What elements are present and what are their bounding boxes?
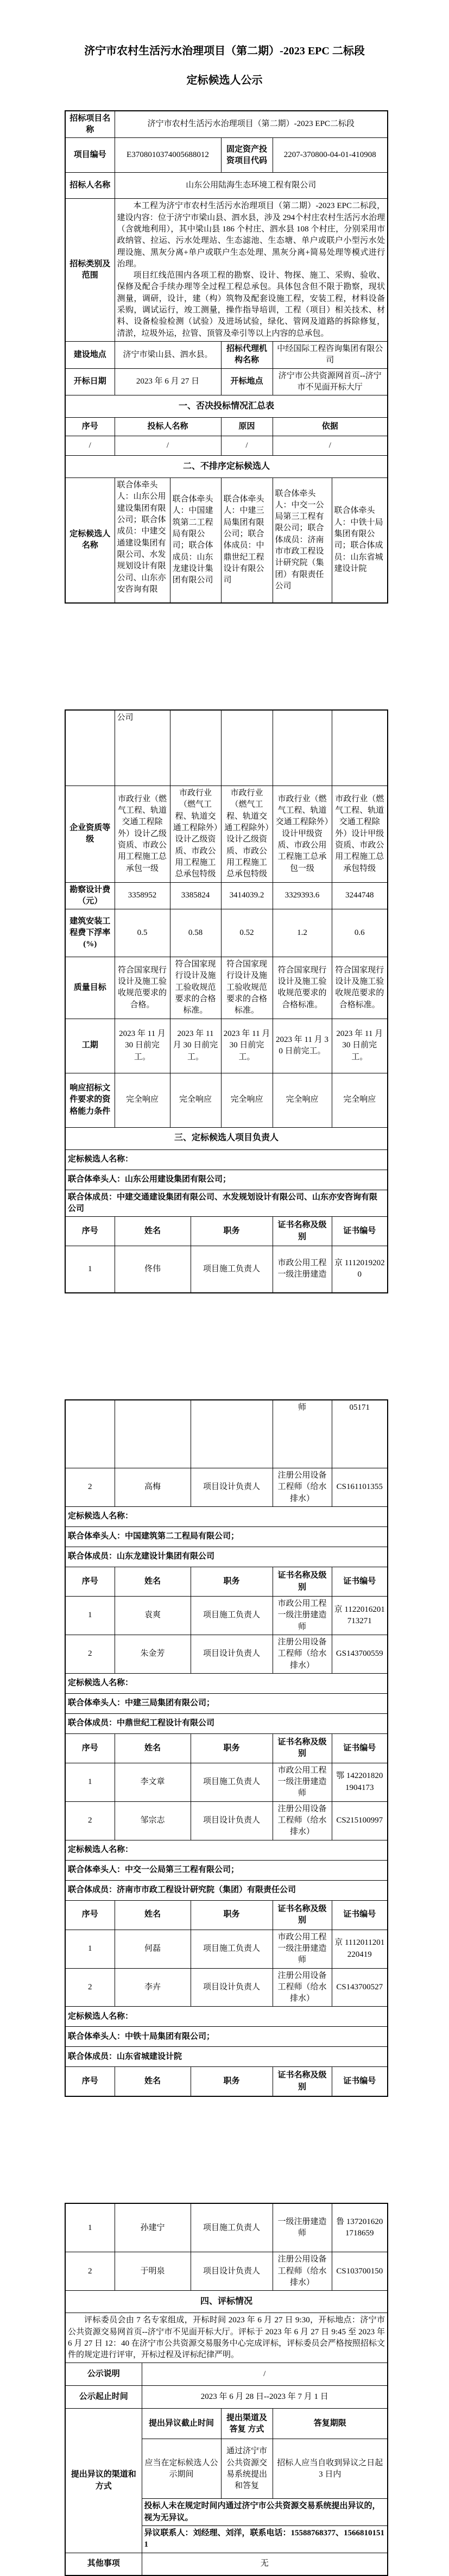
value-notice-period: 2023 年 6 月 28 日--2023 年 7 月 1 日 [142, 2386, 388, 2409]
person-name: 何磊 [115, 1930, 191, 1968]
col-bidder-name: 投标人名称 [115, 418, 221, 436]
discount-rate-3: 0.52 [221, 909, 273, 957]
col-cert-no: 证书编号 [332, 1733, 388, 1763]
person-cert-no: 京 1112011201220419 [332, 1930, 388, 1968]
person-cert-no-cont: 05171 [332, 1400, 388, 1468]
col-name: 姓名 [115, 1900, 191, 1930]
objection-deadline-header: 提出异议截止时间 [142, 2409, 221, 2439]
group1-name-row [65, 1149, 388, 1170]
col-cert: 证书名称及级别 [273, 1217, 332, 1246]
discount-rate-1: 0.5 [115, 909, 170, 957]
info-table-page1 [65, 110, 388, 604]
person-cert: 注册公用设备工程师（给水排水） [273, 2252, 332, 2291]
duration-2: 2023 年 11 月 30 日前完工。 [170, 1019, 221, 1073]
section4-title: 四、评标情况 [65, 2291, 388, 2313]
quality-target-2: 符合国家现行设计及施工验收规范要求的合格标准。 [170, 957, 221, 1019]
tender-scope-paragraph-2: 项目红线范围内各项工程的勘察、设计、物探、施工、采购、验收、保修及配合手续办理等全过程工程总承包。具体包含但不限于勘察，现状测量，调研，设计，建（构）筑物及配套设施工程，安装工程，材料设备采购，调试运行，竣工测量，操作指导培训，工程（项目）相关技术、材料、设备检验检测（试验）及进场试验，绿化、管网及道路的拆除修复，清淤，垃圾外运，拉管、顶管及牵引等以上内容的总承包。 [117, 271, 385, 338]
group5-name-row [65, 2007, 388, 2027]
design-fee-2: 3385824 [170, 882, 221, 909]
evaluation-paragraph-cell [65, 2313, 388, 2363]
group2-members: 联合体成员：山东龙建设计集团有限公司 [65, 1547, 388, 1567]
qualification-2: 市政行业（燃气工程、轨道交通工程除外）设计乙级资质、市政公用工程施工总承包特级 [170, 786, 221, 882]
person-cert-no: 京 11120192020 [332, 1246, 388, 1293]
cell-bidder-name: / [115, 436, 221, 456]
section1-title-row [65, 395, 388, 418]
rejection-table-header [65, 418, 388, 436]
person-name: 李文章 [115, 1763, 191, 1801]
quality-target-4: 符合国家现行设计及施工验收规范要求的合格标准。 [273, 957, 332, 1019]
value-construction-site: 济宁市梁山县、泗水县。 [115, 341, 221, 368]
col-reason: 原因 [221, 418, 273, 436]
person-role: 项目施工负责人 [191, 2203, 273, 2252]
person-role: 项目施工负责人 [191, 1763, 273, 1801]
person-role: 项目施工负责人 [191, 1597, 273, 1635]
group2-person1-row [65, 1597, 388, 1635]
person-cert: 注册公用设备工程师（给水排水） [273, 1468, 332, 1507]
group1-person1-row [65, 1246, 388, 1293]
person-seq: 1 [65, 1246, 115, 1293]
duration-3: 2023 年 11 月 30 日前完工。 [221, 1019, 273, 1073]
person-seq: 2 [65, 2252, 115, 2291]
group2-members-row [65, 1547, 388, 1567]
group1-members-row [65, 1190, 388, 1217]
person-role: 项目设计负责人 [191, 1468, 273, 1507]
label-tender-scope: 招标类别及范围 [65, 199, 115, 342]
group3-leader-row [65, 1693, 388, 1713]
candidate-4: 联合体牵头人：中交一公局第三工程有限公司；联合体成员：济南市市政工程设计研究院（集团）有限责任公司 [273, 478, 332, 603]
group2-personnel-header [65, 1567, 388, 1597]
person-seq: 1 [65, 2203, 115, 2252]
col-role: 职务 [191, 1900, 273, 1930]
group2-leader: 联合体牵头人：中国建筑第二工程局有限公司； [65, 1527, 388, 1547]
label-tender-project-name: 招标项目名称 [65, 111, 115, 138]
person-seq: 1 [65, 1930, 115, 1968]
group2-name-row [65, 1507, 388, 1527]
group3-members: 联合体成员：中鼎世纪工程设计有限公司 [65, 1713, 388, 1733]
cell-reason: / [221, 436, 273, 456]
group2-name-label: 定标候选人名称： [65, 1507, 388, 1527]
person-seq: 2 [65, 1468, 115, 1507]
col-role: 职务 [191, 1217, 273, 1246]
row-bid-opening [65, 368, 388, 395]
duration-5: 2023 年 11 月 30 日前完工。 [332, 1019, 388, 1073]
person-name: 于明泉 [115, 2252, 191, 2291]
notice-period-row [65, 2386, 388, 2409]
label-duration: 工期 [65, 1019, 115, 1073]
group4-personnel-header [65, 1900, 388, 1930]
quality-target-3: 符合国家现行设计及施工验收规范要求的合格标准。 [221, 957, 273, 1019]
person-role: 项目施工负责人 [191, 1930, 273, 1968]
objection-header-row [65, 2409, 388, 2439]
group4-person2-row [65, 1968, 388, 2007]
person-cert: 市政公用工程一级注册建造师 [273, 1597, 332, 1635]
label-bid-opening-place: 开标地点 [221, 368, 273, 395]
group3-person2-row [65, 1801, 388, 1840]
person-cert: 注册公用设备工程师（给水排水） [273, 1801, 332, 1840]
design-fee-3: 3414039.2 [221, 882, 273, 909]
label-discount-rate: 建筑安装工程费下浮率(%) [65, 909, 115, 957]
person-role: 项目施工负责人 [191, 1246, 273, 1293]
group3-members-row [65, 1713, 388, 1733]
person-cert: 市政公用工程一级注册建造师 [273, 1763, 332, 1801]
person-seq: 1 [65, 1763, 115, 1801]
candidate-3-continued [221, 710, 273, 786]
col-cert-no: 证书编号 [332, 1900, 388, 1930]
design-fee-4: 3329393.6 [273, 882, 332, 909]
group3-name-row [65, 1673, 388, 1693]
objection-reply-header: 答复期限 [273, 2409, 388, 2439]
col-cert: 证书名称及级别 [273, 1900, 332, 1930]
row-project-number [65, 138, 388, 173]
group2-leader-row [65, 1527, 388, 1547]
design-fee-row [65, 882, 388, 909]
candidate-5-continued [332, 710, 388, 786]
col-cert: 证书名称及级别 [273, 1733, 332, 1763]
qualification-5: 市政行业（燃气工程、轨道交通工程除外）设计甲级资质、市政公用工程施工总承包特级 [332, 786, 388, 882]
label-other-matters: 其他事项 [65, 2553, 142, 2575]
duration-1: 2023 年 11 月 30 日前完工。 [115, 1019, 170, 1073]
label-quality-target: 质量目标 [65, 957, 115, 1019]
group5-leader: 联合体牵头人：中铁十局集团有限公司； [65, 2027, 388, 2047]
person-role-cont [191, 1400, 273, 1468]
document-title-line1: 济宁市农村生活污水治理项目（第二期）-2023 EPC 二标段 [84, 45, 365, 57]
value-tender-scope [115, 199, 388, 342]
col-cert-no: 证书编号 [332, 1217, 388, 1246]
label-bid-opening-date: 开标日期 [65, 368, 115, 395]
person-seq-cont [65, 1400, 115, 1468]
person-role: 项目设计负责人 [191, 2252, 273, 2291]
col-name: 姓名 [115, 1217, 191, 1246]
response-5: 完全响应 [332, 1073, 388, 1127]
person-seq: 1 [65, 1597, 115, 1635]
group2-person2-row [65, 1635, 388, 1673]
candidate-5: 联合体牵头人：中铁十局集团有限公司；联合体成员：山东省城建设计院 [332, 478, 388, 603]
candidate-4-continued [273, 710, 332, 786]
candidate-names-continuation-row [65, 710, 388, 786]
person-cert-cont: 师 [273, 1400, 332, 1468]
person-cert: 市政公用工程一级注册建造 [273, 1246, 332, 1293]
group5-person2-row [65, 2252, 388, 2291]
person-name: 李卉 [115, 1968, 191, 2007]
tender-scope-paragraph-1: 本工程为济宁市农村生活污水治理项目（第二期）-2023 EPC二标段，建设内容：位于济宁市梁山县、泗水县，涉及 294个村庄农村生活污水治理（含就地利用），其中梁山县 186 个村庄、泗水县 108 个村庄，分别采用市政纳管、拉运、污水处理站、生态滤池、生态塘、单户或联户小型污水处理设施、黑灰分离+单户或联户生态处理、黑灰分离+简易处理等模式进行治理。 [117, 202, 385, 268]
label-candidate-name: 定标候选人名称 [65, 478, 115, 603]
section3-title-row [65, 1127, 388, 1149]
col-cert-no: 证书编号 [332, 2067, 388, 2096]
response-4: 完全响应 [273, 1073, 332, 1127]
response-1: 完全响应 [115, 1073, 170, 1127]
value-bid-opening-date: 2023 年 6 月 27 日 [115, 368, 221, 395]
objection-note-2: 异议联系人：刘经理、刘洋，联系电话：15588768377、15668101511 [142, 2526, 388, 2553]
candidate-2: 联合体牵头人：中国建筑第二工程局有限公司；联合体成员：山东龙建设计集团有限公司 [170, 478, 221, 603]
person-cert-no: CS215100997 [332, 1801, 388, 1840]
group4-person1-row [65, 1930, 388, 1968]
person-cert-no: 京 1122016201713271 [332, 1597, 388, 1635]
objection-reply-value: 招标人应当自收到异议之日起 3 日内 [273, 2439, 388, 2499]
person-seq: 2 [65, 1968, 115, 2007]
group5-members: 联合体成员：山东省城建设计院 [65, 2047, 388, 2067]
person-name: 袁爽 [115, 1597, 191, 1635]
evaluation-paragraph: 评标委员会由 7 名专家组成，开标时间 2023 年 6 月 27 日 9:30，开标地点：济宁市公共资源交易网首页--济宁市不见面开标大厅。评标于 2023 年 6 月 27 日 9:45 至 2023 年 6 月 27 日 12：40 在济宁市公共资源交易服务中心完成评标，评标委员会严格按照招标文件的规定进行评审，开标过程及评标纪律严明。 [68, 2316, 385, 2360]
label-project-number: 项目编号 [65, 138, 115, 173]
label-objection-channel: 提出异议的渠道和方式 [65, 2409, 142, 2553]
info-table-page2 [65, 709, 388, 1293]
value-other-matters: 无 [142, 2553, 388, 2575]
col-name: 姓名 [115, 2067, 191, 2096]
person-role: 项目设计负责人 [191, 1968, 273, 2007]
group5-members-row [65, 2047, 388, 2067]
value-tender-project-name: 济宁市农村生活污水治理项目（第二期）-2023 EPC二标段 [115, 111, 388, 138]
row-construction-site [65, 341, 388, 368]
group4-members: 联合体成员：济南市市政工程设计研究院（集团）有限责任公司 [65, 1880, 388, 1900]
group4-name-label: 定标候选人名称： [65, 1840, 388, 1860]
group1-members: 联合体成员：中建交通建设集团有限公司、水发规划设计有限公司、山东亦安咨询有限公司 [65, 1190, 388, 1217]
label-qualification: 企业资质等级 [65, 786, 115, 882]
col-seq: 序号 [65, 1900, 115, 1930]
objection-channel-value: 通过济宁市公共资源交易系统提出和答复 [221, 2439, 273, 2499]
objection-channel-header: 提出渠道及答复 方式 [221, 2409, 273, 2439]
rejection-table-row [65, 436, 388, 456]
col-cert: 证书名称及级别 [273, 1567, 332, 1597]
person-name-cont [115, 1400, 191, 1468]
col-seq: 序号 [65, 1567, 115, 1597]
qualification-row [65, 786, 388, 882]
person-name: 邹宗志 [115, 1801, 191, 1840]
design-fee-5: 3244748 [332, 882, 388, 909]
quality-target-5: 符合国家现行设计及施工验收规范要求的合格标准。 [332, 957, 388, 1019]
value-tenderer-name: 山东公用陆海生态环境工程有限公司 [115, 173, 388, 199]
candidate-1: 联合体牵头人：山东公用建设集团有限公司；联合体成员：中建交通建设集团有限公司、水发规划设计有限公司、山东亦安咨询有限 [115, 478, 170, 603]
group4-name-row [65, 1840, 388, 1860]
value-bid-opening-place: 济宁市公共资源网首页--济宁市不见面开标大厅 [273, 368, 388, 395]
group4-leader-row [65, 1860, 388, 1880]
discount-rate-5: 0.6 [332, 909, 388, 957]
duration-row [65, 1019, 388, 1073]
group1-personnel-header [65, 1217, 388, 1246]
response-2: 完全响应 [170, 1073, 221, 1127]
person-role: 项目设计负责人 [191, 1801, 273, 1840]
qualification-4: 市政行业（燃气工程、轨道交通工程除外）设计甲级资质、市政公用工程施工总承包一级 [273, 786, 332, 882]
candidate-3: 联合体牵头人：中建三局集团有限公司；联合体成员：中鼎世纪工程设计有限公司 [221, 478, 273, 603]
section3-title: 三、定标候选人项目负责人 [65, 1127, 388, 1149]
group5-leader-row [65, 2027, 388, 2047]
section2-title-row [65, 456, 388, 478]
person-cert-no: 鄂 1422018201904173 [332, 1763, 388, 1801]
col-seq: 序号 [65, 418, 115, 436]
group1-leader-row [65, 1170, 388, 1190]
col-basis: 依据 [273, 418, 388, 436]
row-tenderer-name [65, 173, 388, 199]
person-cert: 注册公用设备工程师（给水排水） [273, 1968, 332, 2007]
quality-target-1: 符合国家现行设计及施工验收规范要求的合格。 [115, 957, 170, 1019]
person-cert-no: CS103700150 [332, 2252, 388, 2291]
notice-note-row [65, 2363, 388, 2386]
col-seq: 序号 [65, 1733, 115, 1763]
group5-person1-row [65, 2203, 388, 2252]
section2-title: 二、不排序定标候选人 [65, 456, 388, 478]
label-empty [65, 710, 115, 786]
value-agency-name: 中经国际工程咨询集团有限公司 [273, 341, 388, 368]
discount-rate-row [65, 909, 388, 957]
group5-personnel-header [65, 2067, 388, 2096]
value-notice-note: / [142, 2363, 388, 2386]
section1-title: 一、否决投标情况汇总表 [65, 395, 388, 418]
col-name: 姓名 [115, 1733, 191, 1763]
value-project-number: E3708010374005688012 [115, 138, 221, 173]
document-title-line2: 定标候选人公示 [186, 74, 263, 87]
evaluation-paragraph-row [65, 2313, 388, 2363]
col-role: 职务 [191, 1733, 273, 1763]
group1-person1-continuation-row [65, 1400, 388, 1468]
person-cert-no: 鲁 1372016201718659 [332, 2203, 388, 2252]
person-cert-no: CS161101355 [332, 1468, 388, 1507]
person-role: 项目设计负责人 [191, 1635, 273, 1673]
group3-personnel-header [65, 1733, 388, 1763]
group4-members-row [65, 1880, 388, 1900]
discount-rate-4: 1.2 [273, 909, 332, 957]
group3-name-label: 定标候选人名称： [65, 1673, 388, 1693]
person-cert-no: GS143700559 [332, 1635, 388, 1673]
label-response: 响应招标文件要求的资格能力条件 [65, 1073, 115, 1127]
person-name: 高梅 [115, 1468, 191, 1507]
col-cert: 证书名称及级别 [273, 2067, 332, 2096]
label-tenderer-name: 招标人名称 [65, 173, 115, 199]
response-3: 完全响应 [221, 1073, 273, 1127]
group4-leader: 联合体牵头人：中交一公局第三工程有限公司； [65, 1860, 388, 1880]
duration-4: 2023 年 11 月 30 日前完工。 [273, 1019, 332, 1073]
label-notice-note: 公示说明 [65, 2363, 142, 2386]
cell-basis: / [273, 436, 388, 456]
group3-leader: 联合体牵头人：中建三局集团有限公司； [65, 1693, 388, 1713]
group5-name-label: 定标候选人名称： [65, 2007, 388, 2027]
person-seq: 2 [65, 1635, 115, 1673]
section4-title-row [65, 2291, 388, 2313]
label-notice-period: 公示起止时间 [65, 2386, 142, 2409]
col-name: 姓名 [115, 1567, 191, 1597]
objection-deadline-value: 应当在定标候选人公示期间 [142, 2439, 221, 2499]
label-agency-name: 招标代理机构名称 [221, 341, 273, 368]
candidate-names-row [65, 478, 388, 603]
person-cert: 市政公用工程一级注册建造师 [273, 1930, 332, 1968]
qualification-1: 市政行业（燃气工程、轨道交通工程除外）设计乙级资质、市政公用工程施工总承包一级 [115, 786, 170, 882]
candidate-2-continued [170, 710, 221, 786]
person-cert-no: CS143700527 [332, 1968, 388, 2007]
label-construction-site: 建设地点 [65, 341, 115, 368]
row-project-name [65, 111, 388, 138]
col-cert-no: 证书编号 [332, 1567, 388, 1597]
col-role: 职务 [191, 1567, 273, 1597]
design-fee-1: 3358952 [115, 882, 170, 909]
person-name: 佟伟 [115, 1246, 191, 1293]
person-name: 朱金芳 [115, 1635, 191, 1673]
col-seq: 序号 [65, 1217, 115, 1246]
group1-name-label: 定标候选人名称： [65, 1149, 388, 1170]
objection-note-1: 投标人未在规定时间内通过济宁市公共资源交易系统提出异议的，视为无异议。 [142, 2499, 388, 2526]
group1-leader: 联合体牵头人：山东公用建设集团有限公司； [65, 1170, 388, 1190]
qualification-3: 市政行业（燃气工程、轨道交通工程除外）设计乙级资质、市政公用工程施工总承包特级 [221, 786, 273, 882]
person-name: 孙建宁 [115, 2203, 191, 2252]
group3-person1-row [65, 1763, 388, 1801]
label-design-fee: 勘察设计费（元） [65, 882, 115, 909]
response-row [65, 1073, 388, 1127]
col-seq: 序号 [65, 2067, 115, 2096]
candidate-1-continued: 公司 [115, 710, 170, 786]
cell-seq: / [65, 436, 115, 456]
row-tender-scope [65, 199, 388, 342]
person-cert: 注册公用设备工程师（给水排水） [273, 1635, 332, 1673]
info-table-page4 [65, 2203, 388, 2576]
group1-person2-row [65, 1468, 388, 1507]
info-table-page3 [65, 1399, 388, 2097]
discount-rate-2: 0.58 [170, 909, 221, 957]
col-role: 职务 [191, 2067, 273, 2096]
person-seq: 2 [65, 1801, 115, 1840]
other-matters-row [65, 2553, 388, 2575]
person-cert: 一级注册建造师 [273, 2203, 332, 2252]
label-investment-code: 固定资产投资项目代码 [221, 138, 273, 173]
value-investment-code: 2207-370800-04-01-410908 [273, 138, 388, 173]
quality-target-row [65, 957, 388, 1019]
